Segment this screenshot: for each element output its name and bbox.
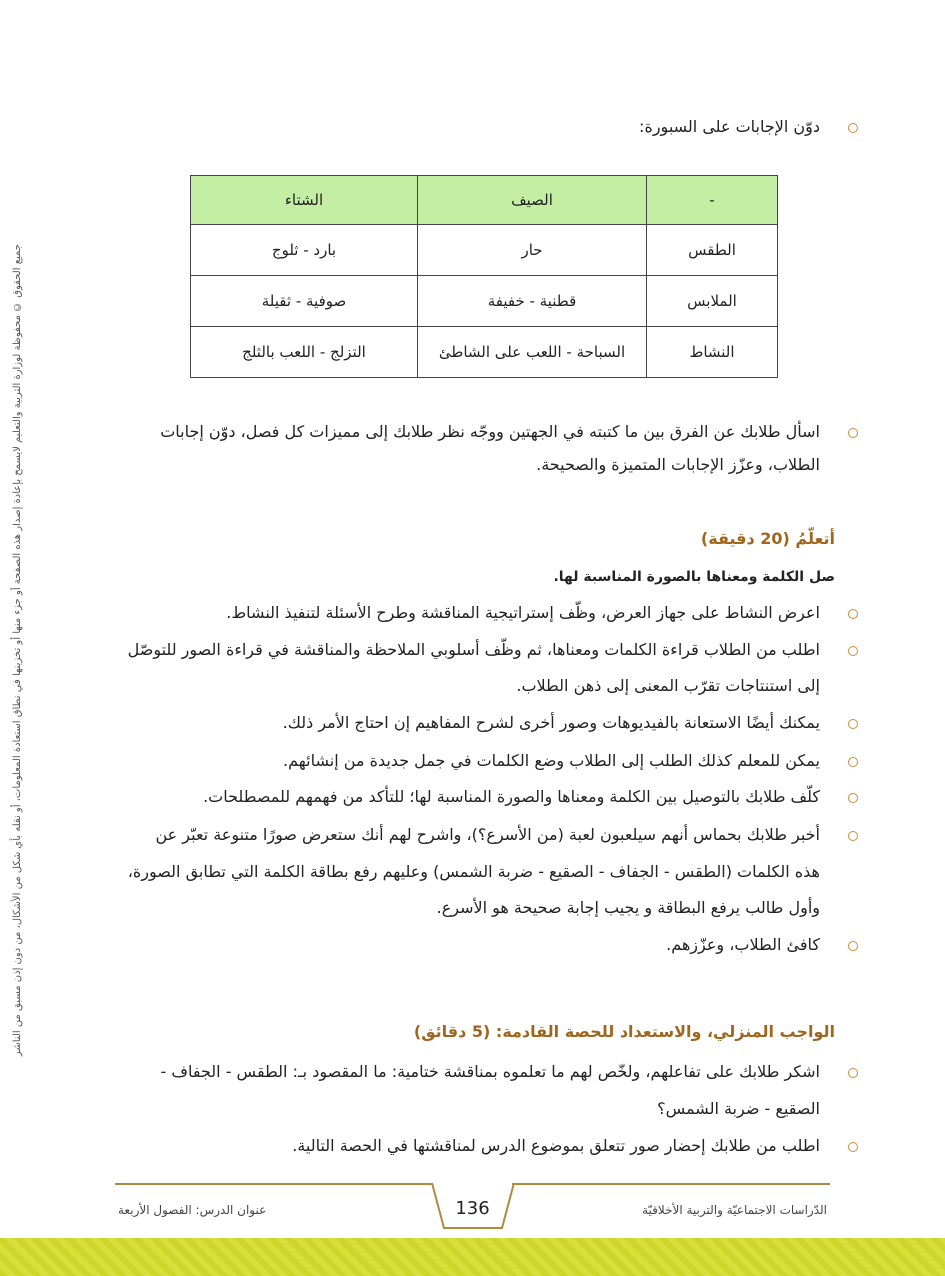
learn-line: أخبر طلابك بحماس أنهم سيلعبون لعبة (من الأسرع؟)، واشرح لهم أنك ستعرض صورًا متنوعة تعبّر عن xyxy=(155,825,820,844)
ask-bullet-line-1: اسأل طلابك عن الفرق بين ما كتبته في الجهتين ووجّه نظر طلابك إلى مميزات كل فصل، دوّن إجابات xyxy=(160,422,820,441)
bullet-icon xyxy=(848,646,858,656)
table-cell: بارد - ثلوج xyxy=(191,225,418,276)
learn-line: كلّف طلابك بالتوصيل بين الكلمة ومعناها والصورة المناسبة لها؛ للتأكد من فهمهم للمصطلحات. xyxy=(203,787,820,806)
bullet-icon xyxy=(848,941,858,951)
bullet-icon xyxy=(848,793,858,803)
table-row xyxy=(191,276,778,327)
bullet-icon xyxy=(848,609,858,619)
learn-heading: أتعلّمُ (20 دقيقة) xyxy=(700,529,835,548)
table-cell: السباحة - اللعب على الشاطئ xyxy=(418,327,647,378)
intro-bullet-text: دوّن الإجابات على السبورة: xyxy=(639,117,820,136)
homework-line: اطلب من طلابك إحضار صور تتعلق بموضوع الدرس لمناقشتها في الحصة التالية. xyxy=(292,1136,820,1155)
table-cell: النشاط xyxy=(647,327,778,378)
ask-bullet-line-2: الطلاب، وعزّز الإجابات المتميزة والصحيحة. xyxy=(536,455,820,474)
answers-table xyxy=(190,175,778,378)
table-cell: قطنية - خفيفة xyxy=(418,276,647,327)
table-cell: التزلج - اللعب بالثلج xyxy=(191,327,418,378)
homework-line: الصقيع - ضربة الشمس؟ xyxy=(657,1099,820,1118)
learn-line: يمكن للمعلم كذلك الطلب إلى الطلاب وضع الكلمات في جمل جديدة من إنشائهم. xyxy=(283,751,820,770)
learn-line: إلى استنتاجات تقرّب المعنى إلى ذهن الطلاب. xyxy=(516,676,820,695)
bullet-icon xyxy=(848,1068,858,1078)
learn-line: يمكنك أيضًا الاستعانة بالفيديوهات وصور أخرى لشرح المفاهيم إن احتاج الأمر ذلك. xyxy=(282,713,820,732)
table-cell: حار xyxy=(418,225,647,276)
table-row xyxy=(191,225,778,276)
table-row xyxy=(191,327,778,378)
homework-heading: الواجب المنزلي، والاستعداد للحصة القادمة: (5 دقائق) xyxy=(413,1022,835,1041)
copyright-text: جميع الحقوق © محفوظة لوزارة التربية والتعليم لايسمح بإعادة إصدار هذه الصفحة أو جزء منها أو تخزينها في نطاق استعادة المعلومات، أو نقله بأي شكل من الأشكال، من دون إذن مسبق من الناشر xyxy=(11,243,23,1057)
table-header-row xyxy=(191,176,778,225)
bullet-icon xyxy=(848,1142,858,1152)
footer-rule-right xyxy=(512,1183,830,1185)
learn-line: هذه الكلمات (الطقس - الجفاف - الصقيع - ضربة الشمس) وعليهم رفع بطاقة الكلمة التي تطابق الصورة، xyxy=(127,862,820,881)
decorative-bottom-band xyxy=(0,1238,945,1276)
learn-line: اطلب من الطلاب قراءة الكلمات ومعناها، ثم وظّف أسلوبي الملاحظة والمناقشة في قراءة الصور للتوصّل xyxy=(127,640,820,659)
bullet-icon xyxy=(848,428,858,438)
table-cell: الملابس xyxy=(647,276,778,327)
bullet-icon xyxy=(848,831,858,841)
learn-line: وأول طالب يرفع البطاقة و يجيب إجابة صحيحة هو الأسرع. xyxy=(436,898,820,917)
book-title: الدّراسات الاجتماعيّة والتربية الأخلاقيّة xyxy=(642,1203,827,1217)
table-header: الشتاء xyxy=(191,176,418,225)
footer-rule-left xyxy=(115,1183,433,1185)
page-number: 136 xyxy=(455,1198,490,1219)
homework-line: اشكر طلابك على تفاعلهم، ولخّص لهم ما تعلموه بمناقشة ختامية: ما المقصود بـ: الطقس - الجفاف - xyxy=(160,1062,820,1081)
bullet-icon xyxy=(848,757,858,767)
lesson-title: عنوان الدرس: الفصول الأربعة xyxy=(118,1203,267,1217)
bullet-icon xyxy=(848,123,858,133)
learn-line: اعرض النشاط على جهاز العرض، وظّف إستراتيجية المناقشة وطرح الأسئلة لتنفيذ النشاط. xyxy=(226,603,820,622)
table-header: الصيف xyxy=(418,176,647,225)
learn-subheading: صل الكلمة ومعناها بالصورة المناسبة لها. xyxy=(553,569,835,585)
table-cell: الطقس xyxy=(647,225,778,276)
table-cell: صوفية - ثقيلة xyxy=(191,276,418,327)
bullet-icon xyxy=(848,719,858,729)
copyright-side-note xyxy=(2,243,32,1057)
table-header: - xyxy=(647,176,778,225)
learn-line: كافئ الطلاب، وعزّزهم. xyxy=(666,935,820,954)
